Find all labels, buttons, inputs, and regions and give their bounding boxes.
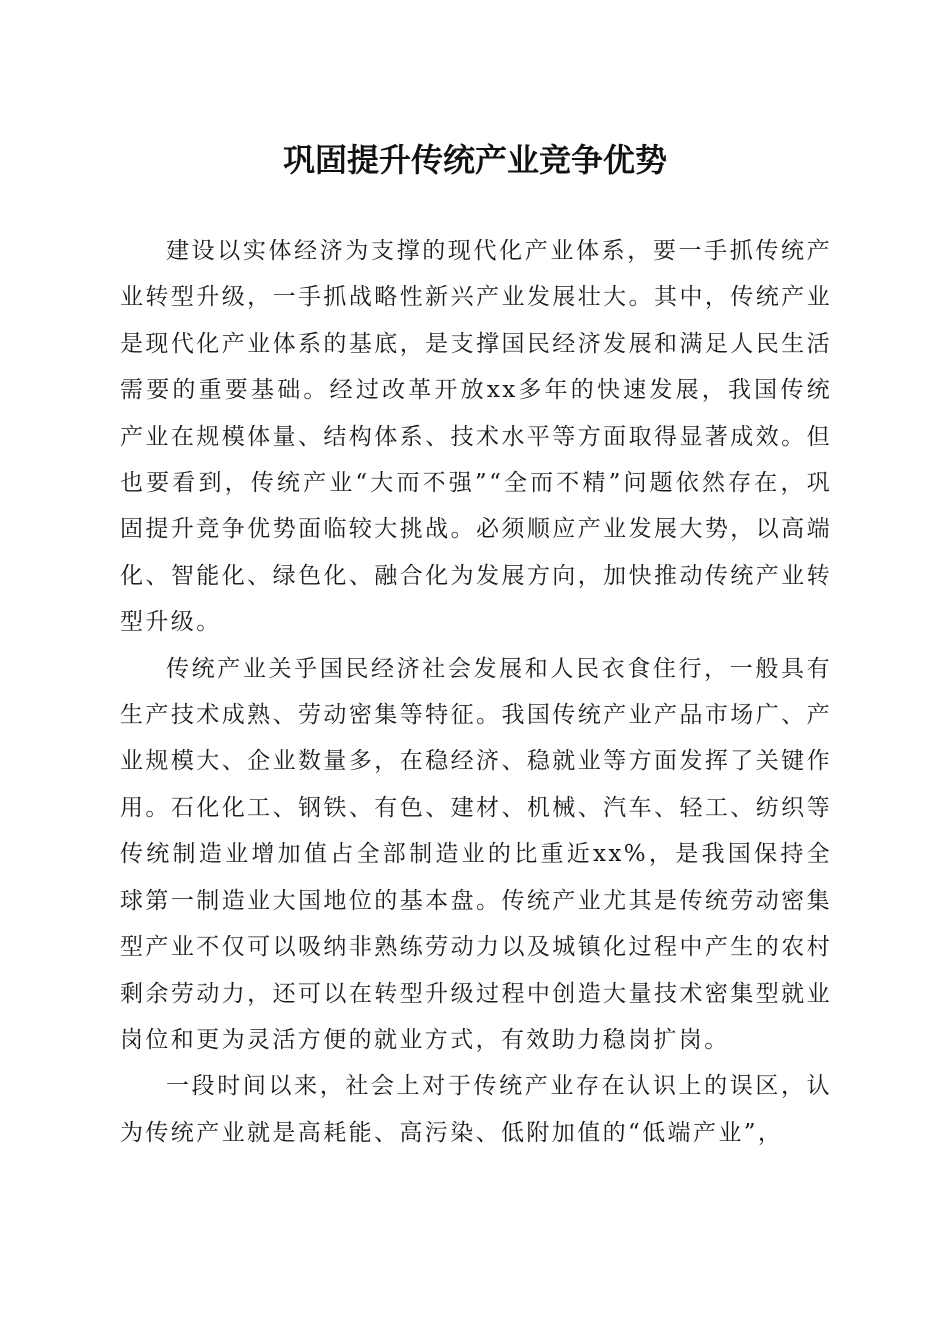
paragraph-3: 一段时间以来，社会上对于传统产业存在认识上的误区，认为传统产业就是高耗能、高污染、低附加值的“低端产业”， — [120, 1073, 832, 1146]
paragraph-2: 传统产业关乎国民经济社会发展和人民衣食住行，一般具有生产技术成熟、劳动密集等特征。我国传统产业产品市场广、产业规模大、企业数量多，在稳经济、稳就业等方面发挥了关键作用。石化化工、钢铁、有色、建材、机械、汽车、轻工、纺织等传统制造业增加值占全部制造业的比重近xx%，是我国保持全球第一制造业大国地位的基本盘。传统产业尤其是传统劳动密集型产业不仅可以吸纳非熟练劳动力以及城镇化过程中产生的农村剩余劳动力，还可以在转型升级过程中创造大量技术密集型就业岗位和更为灵活方便的就业方式，有效助力稳岗扩岗。 — [120, 655, 832, 1053]
paragraph-1: 建设以实体经济为支撑的现代化产业体系，要一手抓传统产业转型升级，一手抓战略性新兴产业发展壮大。其中，传统产业是现代化产业体系的基底，是支撑国民经济发展和满足人民生活需要的重要基础。经过改革开放xx多年的快速发展，我国传统产业在规模体量、结构体系、技术水平等方面取得显著成效。但也要看到，传统产业“大而不强”“全而不精”问题依然存在，巩固提升竞争优势面临较大挑战。必须顺应产业发展大势，以高端化、智能化、绿色化、融合化为发展方向，加快推动传统产业转型升级。 — [120, 238, 832, 636]
document-body — [120, 228, 832, 1156]
document-title: 巩固提升传统产业竞争优势 — [282, 141, 667, 179]
